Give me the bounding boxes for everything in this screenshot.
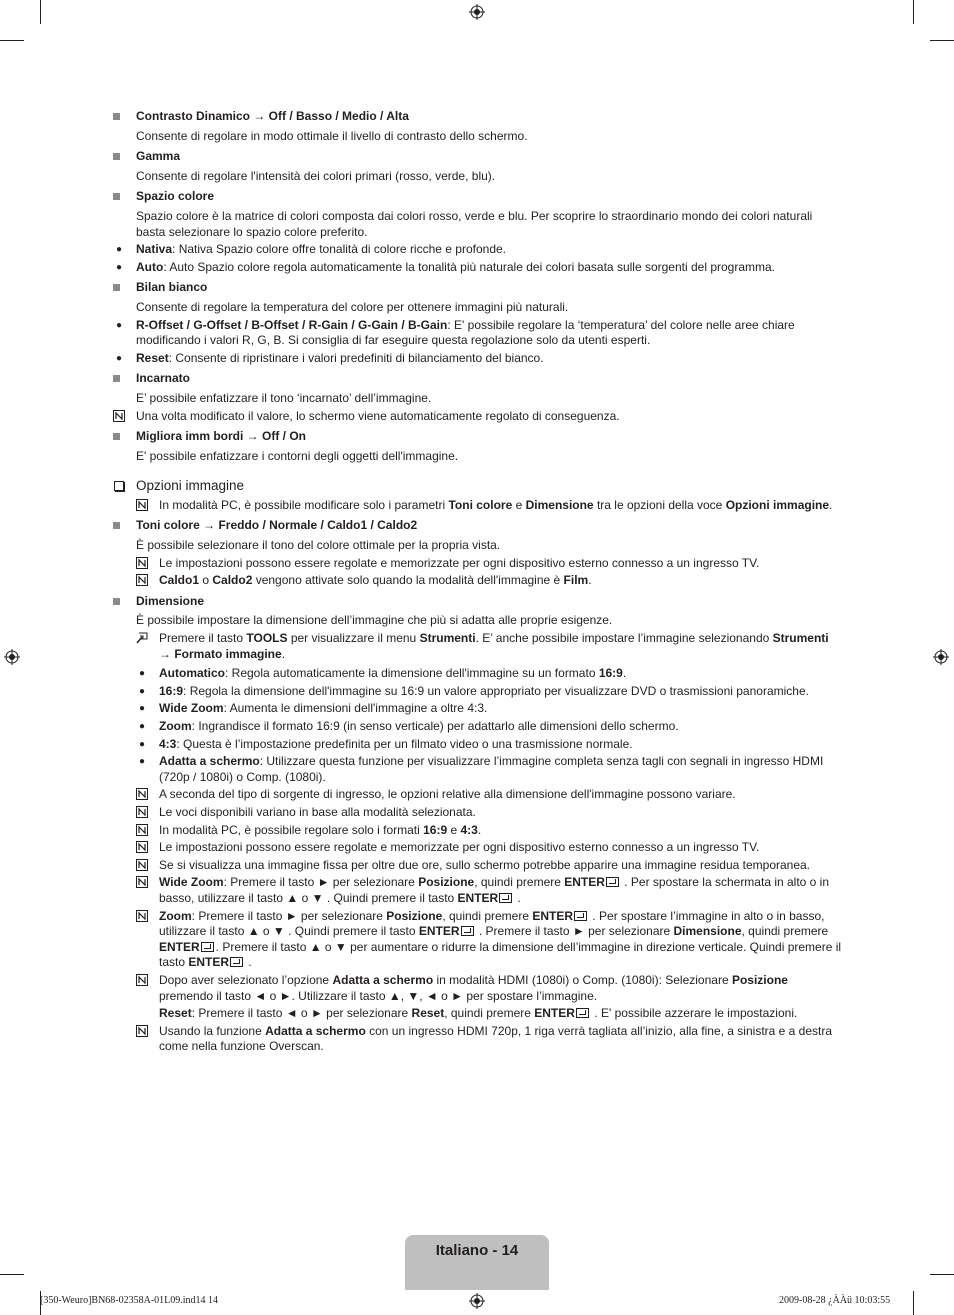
enter-icon — [201, 942, 214, 952]
note-icon — [113, 410, 125, 422]
note-icon — [136, 788, 148, 800]
section-migliora-imm-bordi — [113, 429, 843, 464]
crop-mark — [40, 0, 41, 24]
list-item: ● Nativa: Nativa Spazio colore offre tonalità di colore ricche e profonde. — [116, 242, 506, 257]
list-item: ● Adatta a schermo: Utilizzare questa funzione per visualizzare l’immagine completa senza tagli con segnali in ingresso HDMI (720p / 1080i) o Comp. (1080i). — [139, 754, 824, 784]
enter-icon — [461, 926, 474, 936]
square-bullet-icon — [113, 598, 120, 605]
note-icon — [136, 824, 148, 836]
square-bullet-icon — [113, 433, 120, 440]
list-item: ● 16:9: Regola la dimensione dell'immagine su 16:9 un valore appropriato per visualizzare DVD o trasmissioni panoramiche. — [139, 683, 809, 698]
section-description: È possibile impostare la dimensione dell’immagine che più si adatta alle proprie esigenze. — [136, 613, 613, 628]
note: In modalità PC, è possibile regolare solo i formati 16:9 e 4:3. — [136, 823, 843, 839]
registration-mark-icon — [933, 649, 949, 665]
section-dimensione — [113, 594, 843, 1055]
section-incarnato — [113, 371, 843, 424]
note: Una volta modificato il valore, lo schermo viene automaticamente regolato di conseguenza. — [113, 409, 843, 425]
note-icon — [136, 806, 148, 818]
square-bullet-icon — [113, 375, 120, 382]
note: Le impostazioni possono essere regolate e memorizzate per ogni dispositivo esterno connesso a un ingresso TV. — [136, 556, 843, 572]
note: Se si visualizza una immagine fissa per oltre due ore, sullo schermo potrebbe apparire una immagine residua temporanea. — [136, 858, 843, 874]
list-item: ● Automatico: Regola automaticamente la dimensione dell'immagine su un formato 16:9. — [139, 666, 627, 681]
note-continuation: Reset: Premere il tasto ◄ o ► per selezionare Reset, quindi premere ENTER . E' possibile azzerare le impostazioni. — [159, 1006, 798, 1021]
list-item: ● Wide Zoom: Aumenta le dimensioni dell'immagine a oltre 4:3. — [139, 701, 488, 716]
tools-icon — [136, 632, 148, 644]
section-heading: Gamma — [136, 149, 181, 164]
section-heading: Incarnato — [136, 371, 191, 386]
section-description: Spazio colore è la matrice di colori composta dai colori rosso, verde e blu. Per scoprire lo straordinario mondo dei colori naturali basta selezionare lo spazio colore preferito. — [136, 208, 813, 239]
note-icon — [136, 557, 148, 569]
dot-bullet-icon: ● — [139, 685, 146, 697]
note-icon — [136, 841, 148, 853]
dot-bullet-icon: ● — [116, 319, 123, 331]
section-description: Consente di regolare la temperatura del colore per ottenere immagini più naturali. — [136, 299, 569, 314]
note: Dopo aver selezionato l’opzione Adatta a schermo in modalità HDMI (1080i) o Comp. (1080i): Selezionare Posizione premendo il tasto ◄ o ►. Utilizzare il tasto ▲, ▼, ◄ o ► per spostare l’immagine. — [136, 973, 843, 1004]
enter-icon — [606, 877, 619, 887]
note-icon — [136, 499, 148, 511]
checkbox-square-icon — [114, 481, 124, 491]
page-number: Italiano - 14 — [435, 1242, 519, 1259]
dot-bullet-icon: ● — [116, 261, 123, 273]
square-bullet-icon — [113, 284, 120, 291]
crop-mark — [0, 1274, 24, 1275]
section-bilan-bianco — [113, 280, 843, 366]
registration-mark-icon — [4, 649, 20, 665]
enter-icon — [574, 911, 587, 921]
section-heading: Toni colore → Freddo / Normale / Caldo1 / Caldo2 — [136, 518, 418, 533]
note: Usando la funzione Adatta a schermo con un ingresso HDMI 720p, 1 riga verrà tagliata all’inizio, alla fine, a sinistra e a destra come nella funzione Overscan. — [136, 1024, 843, 1055]
crop-mark — [913, 1291, 914, 1315]
section-toni-colore — [113, 518, 843, 588]
enter-icon — [576, 1008, 589, 1018]
dot-bullet-icon: ● — [139, 721, 146, 732]
dot-bullet-icon: ● — [139, 756, 146, 768]
print-slug-left: [350-Weuro]BN68-02358A-01L09.ind14 14 — [40, 1295, 219, 1306]
section-heading: Spazio colore — [136, 189, 215, 204]
square-bullet-icon — [113, 193, 120, 200]
section-spazio-colore — [113, 189, 843, 275]
page-content — [113, 109, 843, 1055]
section-heading: Contrasto Dinamico → Off / Basso / Medio / Alta — [136, 109, 409, 123]
note: In modalità PC, è possibile modificare solo i parametri Toni colore e Dimensione tra le opzioni della voce Opzioni immagine. — [136, 498, 843, 514]
crop-mark — [930, 1274, 954, 1275]
dot-bullet-icon: ● — [139, 738, 146, 750]
note-icon — [136, 910, 148, 922]
section-gamma — [113, 149, 843, 184]
note-icon — [136, 876, 148, 888]
dot-bullet-icon: ● — [139, 668, 146, 680]
enter-icon — [230, 957, 243, 967]
registration-mark-icon — [469, 4, 485, 20]
section-description: E' possibile enfatizzare i contorni degli oggetti dell'immagine. — [136, 448, 459, 463]
square-bullet-icon — [113, 153, 120, 160]
list-item: ● Reset: Consente di ripristinare i valori predefiniti di bilanciamento del bianco. — [116, 350, 544, 365]
list-item: ● R-Offset / G-Offset / B-Offset / R-Gain / G-Gain / B-Gain: E' possibile regolare la ‘temperatura’ del colore nelle aree chiare modificando i valori R, G, B. Si consiglia di far eseguire questa regolazione solo da utenti esperti. — [116, 317, 795, 348]
print-slug-right: 2009-08-28 ¿ÀÀü 10:03:55 — [779, 1295, 891, 1306]
list-item: ● Zoom: Ingrandisce il formato 16:9 (in senso verticale) per adattarlo alle dimensioni dello schermo. — [139, 719, 679, 733]
dot-bullet-icon: ● — [116, 244, 123, 256]
note-icon — [136, 974, 148, 986]
section-description: È possibile selezionare il tono del colore ottimale per la propria vista. — [136, 538, 501, 553]
note: Caldo1 o Caldo2 vengono attivate solo quando la modalità dell'immagine è Film. — [136, 573, 843, 589]
crop-mark — [0, 40, 24, 41]
section-contrasto-dinamico — [113, 109, 843, 144]
enter-icon — [499, 893, 512, 903]
dot-bullet-icon: ● — [116, 352, 123, 364]
list-item: ● 4:3: Questa è l’impostazione predefinita per un filmato video o una trasmissione normale. — [139, 736, 633, 751]
section-description: E’ possibile enfatizzare il tono ‘incarnato’ dell’immagine. — [136, 390, 432, 405]
section-heading: Dimensione — [136, 593, 205, 608]
note-icon — [136, 859, 148, 871]
list-item: ● Auto: Auto Spazio colore regola automaticamente la tonalità più naturale dei colori basata sulle sorgenti del programma. — [116, 259, 776, 274]
section-heading: Migliora imm bordi → Off / On — [136, 429, 306, 444]
note-icon — [136, 1025, 148, 1037]
crop-mark — [930, 40, 954, 41]
note: A seconda del tipo di sorgente di ingresso, le opzioni relative alla dimensione dell'immagine possono variare. — [136, 787, 843, 803]
registration-mark-icon — [469, 1293, 485, 1309]
note: Le impostazioni possono essere regolate e memorizzate per ogni dispositivo esterno connesso a un ingresso TV. — [136, 840, 843, 856]
note: Wide Zoom: Premere il tasto ► per selezionare Posizione, quindi premere ENTER . Per spostare la schermata in alto o in basso, utilizzare il tasto ▲ o ▼ . Quindi premere il tasto ENTER . — [136, 875, 843, 906]
square-bullet-icon — [113, 522, 120, 529]
note-icon — [136, 574, 148, 586]
opzioni-immagine-title: Opzioni immagine — [113, 478, 843, 494]
dot-bullet-icon: ● — [139, 703, 146, 715]
section-heading: Bilan bianco — [136, 280, 208, 295]
square-bullet-icon — [113, 113, 120, 120]
tools-note: Premere il tasto TOOLS per visualizzare il menu Strumenti. E’ anche possibile impostare l’immagine selezionando Strumenti → Formato immagine. — [136, 631, 843, 662]
note: Le voci disponibili variano in base alla modalità selezionata. — [136, 805, 843, 821]
note: Zoom: Premere il tasto ► per selezionare Posizione, quindi premere ENTER . Per spostare l’immagine in alto o in basso, utilizzare il tasto ▲ o ▼ . Quindi premere il tasto ENTER . Premere il tasto ► per selezionare Dimensione, quindi premere ENTER . Premere il tasto ▲ o ▼ per aumentare o ridurre la dimensione dell’immagine in direzione verticale. Quindi premere il tasto ENTER . — [136, 909, 843, 971]
section-description: Consente di regolare in modo ottimale il livello di contrasto dello schermo. — [136, 128, 528, 143]
crop-mark — [913, 0, 914, 24]
section-description: Consente di regolare l'intensità dei colori primari (rosso, verde, blu). — [136, 168, 496, 183]
page-number-tab — [405, 1235, 549, 1290]
